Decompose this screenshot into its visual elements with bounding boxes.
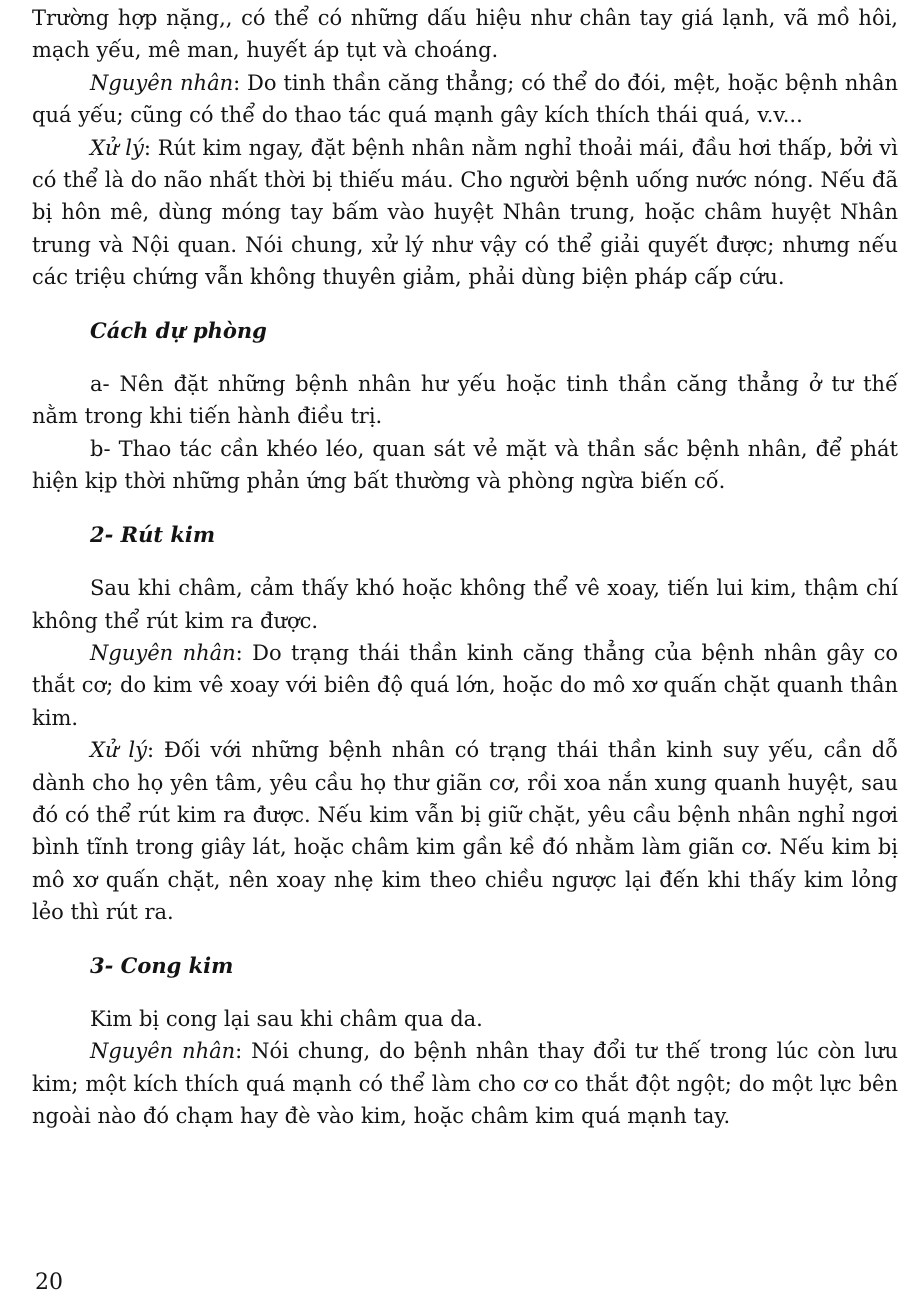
paragraph-symptoms-text: Trường hợp nặng,, có thể có những dấu hiệu như chân tay giá lạnh, vã mồ hôi, mạch yếu, mê man, huyết áp tụt và choáng. xyxy=(32,6,898,63)
heading-cong-kim: 3- Cong kim xyxy=(90,952,234,978)
cause-label: Nguyên nhân xyxy=(90,70,234,95)
heading-prevention: Cách dự phòng xyxy=(90,317,267,343)
paragraph-cong-kim-description: Kim bị cong lại sau khi châm qua da. xyxy=(90,1006,483,1031)
rut-kim-cause-label: Nguyên nhân xyxy=(90,640,236,665)
treatment-label: Xử lý xyxy=(90,135,144,160)
cong-kim-cause-label: Nguyên nhân xyxy=(90,1039,236,1064)
paragraph-symptoms xyxy=(32,2,898,67)
page-number: 20 xyxy=(35,1270,63,1295)
paragraph-cause xyxy=(32,67,898,132)
treatment-text: : Rút kim ngay, đặt bệnh nhân nằm nghỉ thoải mái, đầu hơi thấp, bởi vì có thể là do não nhất thời bị thiếu máu. Cho người bệnh uống nước nóng. Nếu đã bị hôn mê, dùng móng tay bấm vào huyệt Nhân trung, hoặc châm huyệt Nhân trung và Nội quan. Nói chung, xử lý như vậy có thể giải quyết được; nhưng nếu các triệu chứng vẫn không thuyên giảm, phải dùng biện pháp cấp cứu. xyxy=(32,135,898,290)
paragraph-rut-kim-treatment xyxy=(32,734,898,928)
cause-text: : Do tinh thần căng thẳng; có thể do đói, mệt, hoặc bệnh nhân quá yếu; cũng có thể do thao tác quá mạnh gây kích thích thái quá, v.v... xyxy=(32,70,898,128)
paragraph-rut-kim-description: Sau khi châm, cảm thấy khó hoặc không thể vê xoay, tiến lui kim, thậm chí không thể rút kim ra được. xyxy=(32,576,898,633)
paragraph-rut-kim-cause xyxy=(32,637,898,734)
rut-kim-cause-text: : Do trạng thái thần kinh căng thẳng của bệnh nhân gây co thắt cơ; do kim vê xoay với biên độ quá lớn, hoặc do mô xơ quấn chặt quanh thân kim. xyxy=(32,640,898,730)
rut-kim-treatment-text: : Đối với những bệnh nhân có trạng thái thần kinh suy yếu, cần dỗ dành cho họ yên tâm, yêu cầu họ thư giãn cơ, rồi xoa nắn xung quanh huyệt, sau đó có thể rút kim ra được. Nếu kim vẫn bị giữ chặt, yêu cầu bệnh nhân nghỉ ngơi bình tĩnh trong giây lát, hoặc châm kim gần kề đó nhằm làm giãn cơ. Nếu kim bị mô xơ quấn chặt, nên xoay nhẹ kim theo chiều ngược lại đến khi thấy kim lỏng lẻo thì rút ra. xyxy=(32,738,899,925)
rut-kim-treatment-label: Xử lý xyxy=(90,738,147,763)
paragraph-treatment xyxy=(32,132,898,294)
cong-kim-cause-text: : Nói chung, do bệnh nhân thay đổi tư thế trong lúc còn lưu kim; một kích thích quá mạnh có thể làm cho cơ co thắt đột ngột; do một lực bên ngoài nào đó chạm hay đè vào kim, hoặc châm kim quá mạnh tay. xyxy=(32,1039,898,1129)
paragraph-prevention-a: a- Nên đặt những bệnh nhân hư yếu hoặc tinh thần căng thẳng ở tư thế nằm trong khi tiến hành điều trị. xyxy=(32,372,898,429)
paragraph-prevention-b: b- Thao tác cần khéo léo, quan sát vẻ mặt và thần sắc bệnh nhân, để phát hiện kịp thời những phản ứng bất thường và phòng ngừa biến cố. xyxy=(32,436,898,494)
paragraph-cong-kim-cause xyxy=(32,1035,898,1132)
heading-rut-kim: 2- Rút kim xyxy=(90,521,216,547)
